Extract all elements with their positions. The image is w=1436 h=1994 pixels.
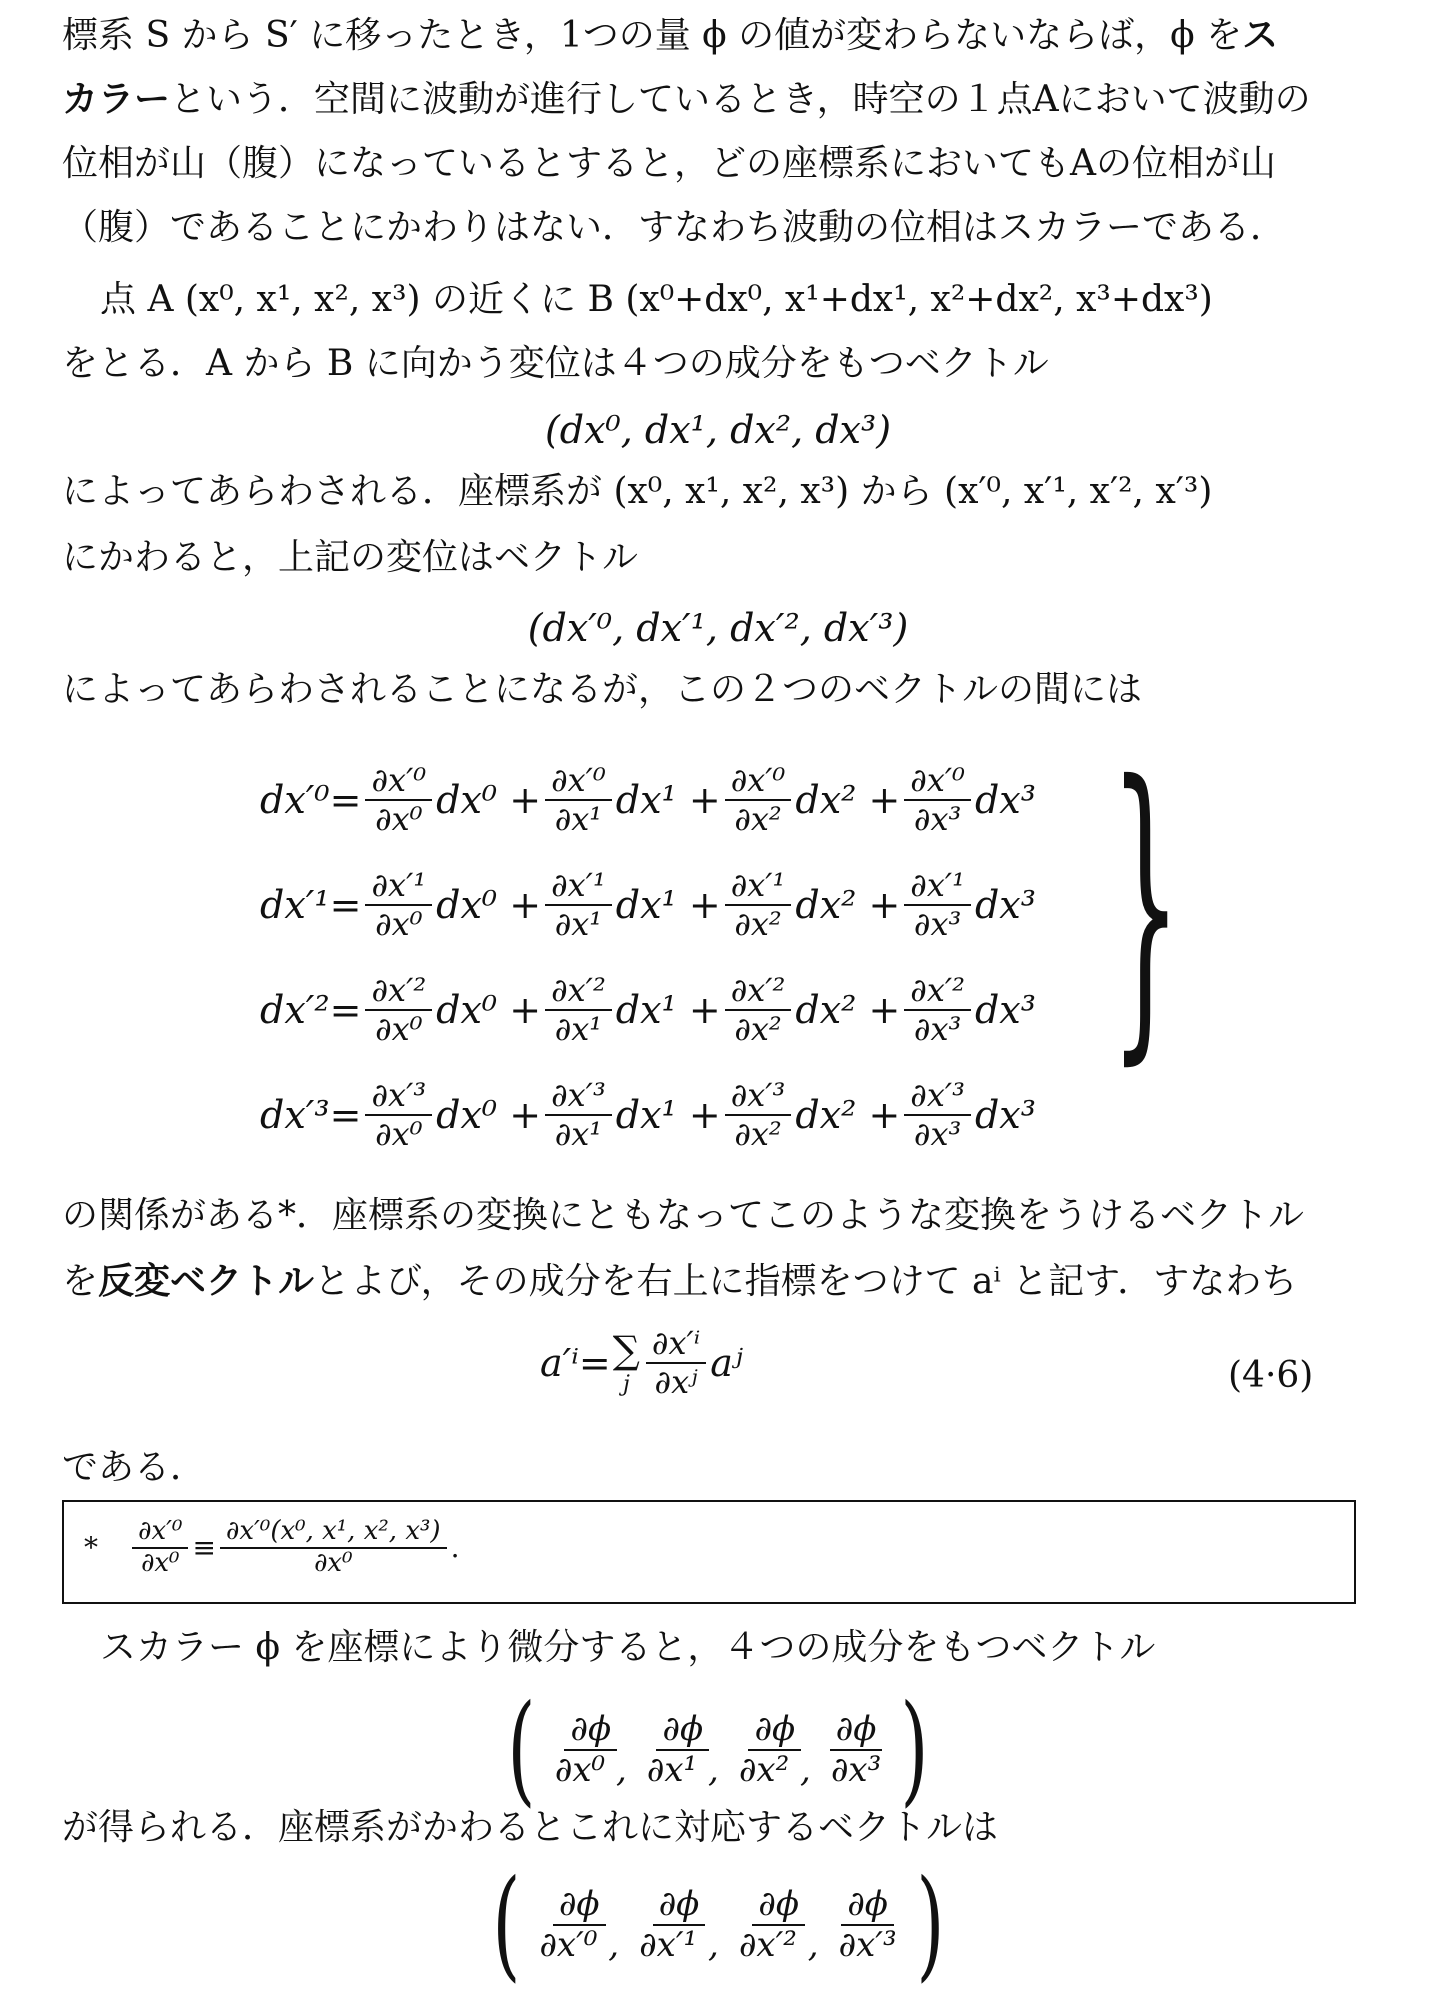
fraction — [904, 867, 971, 943]
frac-den: ∂x³ — [913, 800, 962, 838]
fraction — [365, 972, 432, 1048]
eq-term: dx³ — [974, 1093, 1036, 1137]
frac-den: ∂x′² , — [738, 1925, 819, 1965]
frac-den: ∂x³ — [913, 905, 962, 943]
fraction — [725, 867, 792, 943]
right-paren: ) — [900, 1680, 929, 1819]
footnote-content — [84, 1517, 459, 1579]
fraction — [545, 972, 612, 1048]
frac-den: ∂x¹ — [554, 1010, 603, 1048]
eq-term: dx¹ + — [615, 778, 721, 822]
frac-num: ∂x′¹ — [725, 867, 792, 906]
text-line-1 — [62, 15, 1279, 56]
fraction — [725, 762, 792, 838]
fraction — [904, 972, 971, 1048]
fraction — [646, 1325, 706, 1401]
text-line-4: （腹）であることにかわりはない．すなわち波動の位相はスカラーである． — [62, 207, 1287, 248]
eq-lhs: dx′¹= — [260, 883, 362, 927]
fraction — [132, 1517, 188, 1579]
text-line-3: 位相が山（腹）になっているとすると，どの座標系においてもAの位相が山 — [62, 143, 1276, 184]
frac-den: ∂x⁰ — [375, 1010, 423, 1048]
left-paren: ( — [491, 1855, 520, 1994]
fraction — [365, 1077, 432, 1153]
fraction — [365, 867, 432, 943]
frac-den: ∂x² — [734, 905, 782, 943]
frac-num: ∂x′¹ — [904, 867, 971, 906]
fraction — [904, 1077, 971, 1153]
right-paren: ) — [916, 1855, 945, 1994]
frac-num: ∂x′⁰(x⁰, x¹, x², x³) — [220, 1517, 447, 1549]
frac-num: ∂ϕ — [830, 1710, 883, 1751]
frac-num: ∂x′¹ — [545, 867, 612, 906]
footnote-star: * — [84, 1531, 98, 1565]
eq-term: dx² + — [795, 988, 901, 1032]
text-line-11: によってあらわされることになるが，この２つのベクトルの間には — [62, 669, 1143, 710]
frac-num: ∂ϕ — [653, 1885, 706, 1926]
frac-num: ∂x′³ — [365, 1077, 432, 1116]
frac-den: ∂x′⁰ , — [539, 1925, 620, 1965]
frac-den: ∂x⁰ — [140, 1547, 180, 1578]
equation-row-2 — [260, 960, 1036, 1060]
frac-den: ∂x′¹ , — [639, 1925, 719, 1965]
fraction — [733, 1885, 825, 1965]
equiv-sign: ≡ — [192, 1531, 216, 1565]
eq-term: dx³ — [974, 883, 1036, 927]
frac-den: ∂x² — [734, 1115, 782, 1153]
eq-term: dx² + — [795, 883, 901, 927]
frac-num: ∂x′⁰ — [725, 762, 792, 801]
gradient-vector — [0, 1680, 1436, 1819]
frac-num: ∂x′² — [365, 972, 432, 1011]
frac-den: ∂x⁰ — [375, 905, 423, 943]
fraction — [549, 1710, 633, 1790]
frac-den: ∂x³ — [913, 1115, 962, 1153]
fraction — [533, 1885, 625, 1965]
frac-den: ∂x⁰ — [313, 1547, 353, 1578]
frac-num: ∂x′⁰ — [904, 762, 971, 801]
eq-term: dx² + — [795, 778, 901, 822]
frac-den: ∂x² — [734, 1010, 782, 1048]
sum-index: j — [622, 1372, 630, 1398]
eq-term: dx⁰ + — [436, 883, 542, 927]
frac-num: ∂x′² — [725, 972, 792, 1011]
frac-num: ∂x′³ — [904, 1077, 971, 1116]
fraction — [825, 1710, 887, 1790]
frac-num: ∂ϕ — [553, 1885, 606, 1926]
bold-term-scalar: カラー — [62, 79, 171, 120]
frac-num: ∂ϕ — [752, 1885, 805, 1926]
eq-lhs: dx′⁰= — [260, 778, 362, 822]
fraction — [545, 867, 612, 943]
text-line-9: にかわると，上記の変位はベクトル — [62, 537, 639, 578]
fraction — [733, 1710, 817, 1790]
fraction — [904, 762, 971, 838]
eq-term: dx¹ + — [615, 988, 721, 1032]
text-line-13-c: とよび，その成分を右上に指標をつけて aⁱ と記す．すなわち — [314, 1261, 1298, 1302]
eq-lhs: dx′²= — [260, 988, 362, 1032]
fraction — [545, 1077, 612, 1153]
frac-den: ∂x⁰ , — [554, 1750, 627, 1790]
right-brace: } — [1110, 719, 1182, 1091]
text-line-13-a: を — [62, 1261, 99, 1302]
text-line-1-main: 標系 S から S′ に移ったとき，1つの量 ϕ の値が変わらないならば，ϕ を — [62, 15, 1243, 56]
eq-term: dx² + — [795, 1093, 901, 1137]
bold-term-contravariant-vector: 反変ベクトル — [98, 1261, 315, 1302]
text-line-2 — [62, 79, 1311, 120]
eq-term: dx¹ + — [615, 1093, 721, 1137]
frac-num: ∂ϕ — [564, 1710, 617, 1751]
text-line-5: 点 A (x⁰, x¹, x², x³) の近くに B (x⁰+dx⁰, x¹+dx¹, x²+dx², x³+dx³) — [100, 279, 1213, 320]
text-line-16: が得られる．座標系がかわるとこれに対応するベクトルは — [62, 1807, 999, 1848]
fraction — [633, 1885, 725, 1965]
sum-symbol: ∑ — [612, 1328, 640, 1373]
eq46-lhs: a′ⁱ= — [540, 1340, 611, 1385]
eq-term: dx⁰ + — [436, 1093, 542, 1137]
frac-den: ∂x¹ — [554, 800, 603, 838]
transformed-displacement-vector: (dx′⁰, dx′¹, dx′², dx′³) — [527, 606, 909, 650]
equation-4-6 — [540, 1325, 743, 1401]
text-line-15: スカラー ϕ を座標により微分すると，４つの成分をもつベクトル — [100, 1627, 1156, 1668]
frac-num: ∂ϕ — [656, 1710, 709, 1751]
fraction — [365, 762, 432, 838]
frac-num: ∂x′² — [904, 972, 971, 1011]
frac-den: ∂x³ — [830, 1750, 882, 1790]
fraction — [725, 1077, 792, 1153]
frac-num: ∂x′² — [545, 972, 612, 1011]
frac-num: ∂x′³ — [725, 1077, 792, 1116]
frac-num: ∂x′¹ — [365, 867, 432, 906]
frac-den: ∂x³ — [913, 1010, 962, 1048]
frac-den: ∂xʲ — [654, 1362, 698, 1401]
summation — [613, 1328, 640, 1397]
eq-term: dx¹ + — [615, 883, 721, 927]
eq-term: dx⁰ + — [436, 778, 542, 822]
footnote-box — [62, 1500, 1356, 1604]
bold-term-scalar-start: ス — [1242, 15, 1279, 56]
frac-den: ∂x² , — [738, 1750, 811, 1790]
equation-number: (4·6) — [1228, 1355, 1314, 1396]
frac-den: ∂x⁰ — [375, 800, 423, 838]
text-line-13 — [62, 1261, 1298, 1302]
fraction — [725, 972, 792, 1048]
equation-row-1 — [260, 855, 1036, 955]
frac-den: ∂x¹ , — [646, 1750, 719, 1790]
eq46-rhs: aʲ — [710, 1340, 743, 1385]
frac-num: ∂x′⁰ — [545, 762, 612, 801]
text-line-14: である． — [62, 1447, 207, 1488]
displacement-vector: (dx⁰, dx¹, dx², dx³) — [544, 408, 892, 452]
frac-den: ∂x² — [734, 800, 782, 838]
eq-term: dx³ — [974, 778, 1036, 822]
frac-den: ∂x¹ — [554, 1115, 603, 1153]
frac-den: ∂x′³ — [838, 1925, 897, 1965]
left-paren: ( — [507, 1680, 536, 1819]
frac-den: ∂x¹ — [554, 905, 603, 943]
frac-den: ∂x⁰ — [375, 1115, 423, 1153]
text-line-2-rest: という．空間に波動が進行しているとき，時空の１点Aにおいて波動の — [170, 79, 1311, 120]
fraction — [220, 1517, 447, 1579]
transformed-gradient-vector — [0, 1855, 1436, 1994]
frac-num: ∂ϕ — [841, 1885, 894, 1926]
eq-term: dx⁰ + — [436, 988, 542, 1032]
fraction — [833, 1885, 903, 1965]
fraction — [545, 762, 612, 838]
equation-row-3 — [260, 1065, 1036, 1165]
frac-num: ∂x′³ — [545, 1077, 612, 1116]
fraction — [641, 1710, 725, 1790]
eq-lhs: dx′³= — [260, 1093, 362, 1137]
text-line-8: によってあらわされる．座標系が (x⁰, x¹, x², x³) から (x′⁰, x′¹, x′², x′³) — [62, 471, 1213, 512]
text-line-12: の関係がある*．座標系の変換にともなってこのような変換をうけるベクトル — [62, 1195, 1305, 1236]
text-line-6: をとる．A から B に向かう変位は４つの成分をもつベクトル — [62, 343, 1049, 384]
frac-num: ∂x′⁰ — [365, 762, 432, 801]
frac-num: ∂x′⁰ — [132, 1517, 188, 1549]
frac-num: ∂x′ⁱ — [646, 1325, 706, 1364]
eq-term: dx³ — [974, 988, 1036, 1032]
frac-num: ∂ϕ — [748, 1710, 801, 1751]
footnote-period: . — [450, 1531, 460, 1565]
equation-row-0 — [260, 750, 1036, 850]
transformation-equations — [260, 750, 1160, 1170]
